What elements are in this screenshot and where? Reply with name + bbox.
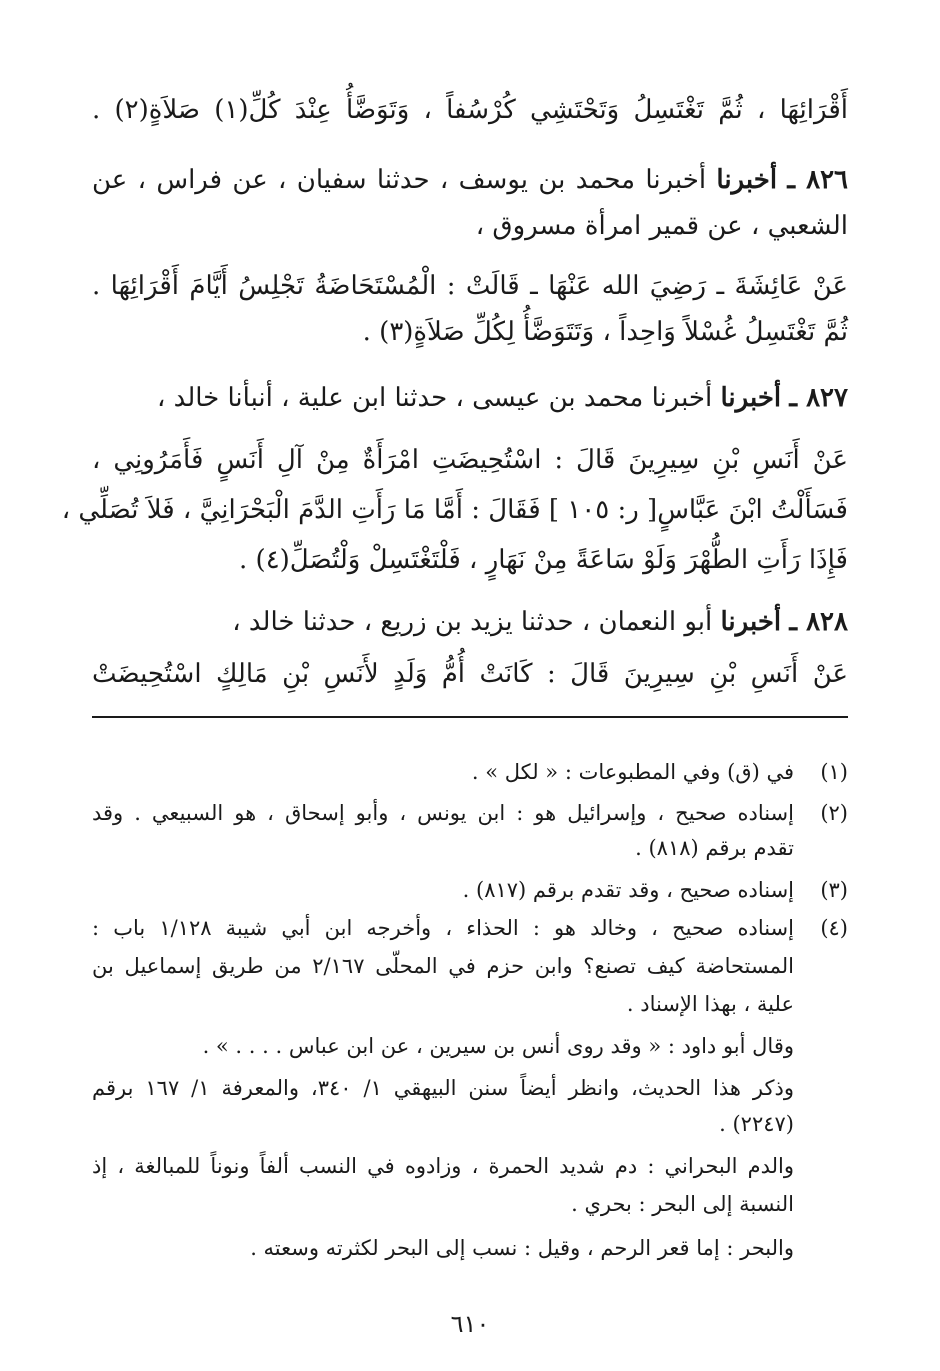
isnad-text: أخبرنا محمد بن يوسف ، حدثنا سفيان ، عن فراس ، عن bbox=[92, 165, 707, 195]
footnote-text: المستحاضة كيف تصنع؟ وابن حزم في المحلّى ٢/١٦٧ من طريق إسماعيل بن bbox=[92, 954, 794, 978]
footnote-text: والدم البحراني : دم شديد الحمرة ، وزادوه في النسب ألفاً ونوناً للمبالغة ، إذ bbox=[92, 1154, 794, 1178]
hadith-text: أَقْرَائِهَا ، ثُمَّ تَغْتَسِلُ وَتَحْتَشِي كُرْسُفاً ، وَتَوَضَّأُ عِنْدَ كُلِّ(١) صَلاَةٍ(٢) . bbox=[92, 95, 849, 125]
hadith-text: فَسَأَلْتُ ابْنَ عَبَّاسٍ[ ر: ١٠٥ ] فَقَالَ : أَمَّا مَا رَأَتِ الدَّمَ الْبَحْرَانِيَّ ، فَلاَ تُصَلِّي ، bbox=[61, 495, 848, 525]
akhbarana-label: أخبرنا bbox=[716, 165, 778, 195]
footnote-4-line-3 bbox=[92, 988, 848, 1021]
footnote-text: إسناده صحيح ، وقد تقدم برقم (٨١٧) . bbox=[462, 878, 794, 902]
hadith-number: ٨٢٨ ـ bbox=[789, 607, 848, 637]
footnote-separator bbox=[92, 716, 848, 718]
footnote-4-line-6 bbox=[92, 1108, 848, 1141]
footnote-text: إسناده صحيح ، وإسرائيل هو : ابن يونس ، وأبو إسحاق ، هو السبيعي . وقد bbox=[92, 801, 794, 825]
footnote-4-line-2 bbox=[92, 950, 848, 983]
footnote-marker: (٢) bbox=[820, 801, 848, 825]
text-line-7 bbox=[92, 440, 848, 480]
footnote-text: في (ق) وفي المطبوعات : « لكل » . bbox=[471, 760, 794, 784]
footnote-4-line-8 bbox=[92, 1188, 848, 1221]
hadith-826-header bbox=[92, 160, 848, 200]
footnote-4-line-4 bbox=[92, 1030, 848, 1063]
footnote-2 bbox=[92, 797, 848, 830]
footnote-2-cont bbox=[92, 832, 848, 865]
text-line-4 bbox=[92, 266, 848, 306]
hadith-number: ٨٢٦ ـ bbox=[787, 165, 849, 195]
hadith-text: فَإِذَا رَأَتِ الطُّهْرَ وَلَوْ سَاعَةً مِنْ نَهَارٍ ، فَلْتَغْتَسِلْ وَلْتُصَلِّ(٤) . bbox=[239, 545, 848, 575]
akhbarana-label: أخبرنا bbox=[720, 607, 782, 637]
hadith-text: عَنْ أَنَسِ بْنِ سِيرِينَ قَالَ : كَانَتْ أُمُّ وَلَدٍ لأَنَسِ بْنِ مَالِكٍ اسْتُحِيضَتْ bbox=[92, 659, 848, 689]
footnote-4 bbox=[92, 912, 848, 945]
footnote-text: إسناده صحيح ، وخالد هو : الحذاء ، وأخرجه ابن أبي شيبة ١/١٢٨ باب : bbox=[92, 916, 794, 940]
isnad-text: أخبرنا محمد بن عيسى ، حدثنا ابن علية ، أنبأنا خالد ، bbox=[157, 383, 713, 413]
text-line-8 bbox=[61, 490, 848, 530]
hadith-827-header bbox=[92, 378, 848, 418]
footnote-4-line-7 bbox=[92, 1150, 848, 1183]
page-number: ٦١٠ bbox=[450, 1310, 490, 1338]
isnad-text: أبو النعمان ، حدثنا يزيد بن زريع ، حدثنا خالد ، bbox=[232, 607, 713, 637]
footnote-text: (٢٢٤٧) . bbox=[719, 1112, 794, 1136]
akhbarana-label: أخبرنا bbox=[720, 383, 782, 413]
footnote-text: وذكر هذا الحديث، وانظر أيضاً سنن البيهقي ١/ ٣٤٠، والمعرفة ١/ ١٦٧ برقم bbox=[92, 1076, 794, 1100]
footnote-text: النسبة إلى البحر : بحري . bbox=[571, 1192, 794, 1216]
hadith-text: عَنْ أَنَسِ بْنِ سِيرِينَ قَالَ : اسْتُحِيضَتِ امْرَأَةٌ مِنْ آلِ أَنَسٍ فَأَمَرُونِي ، bbox=[92, 445, 848, 475]
text-line-5 bbox=[92, 312, 848, 352]
hadith-text: عَنْ عَائِشَةَ ـ رَضِيَ الله عَنْهَا ـ قَالَتْ : الْمُسْتَحَاضَةُ تَجْلِسُ أَيَّامَ أَقْرَائِهَا . bbox=[92, 271, 848, 301]
footnote-marker: (٣) bbox=[820, 878, 848, 902]
footnote-text: وقال أبو داود : « وقد روى أنس بن سيرين ، عن ابن عباس . . . . » . bbox=[202, 1034, 794, 1058]
hadith-828-header bbox=[92, 602, 848, 642]
hadith-text: ثُمَّ تَغْتَسِلُ غُسْلاً وَاحِداً ، وَتَتَوَضَّأُ لِكُلِّ صَلاَةٍ(٣) . bbox=[362, 317, 848, 347]
footnote-4-line-9 bbox=[92, 1232, 848, 1265]
footnote-marker: (١) bbox=[820, 760, 848, 784]
text-line-9 bbox=[92, 540, 848, 580]
text-line-3 bbox=[92, 206, 848, 246]
isnad-text: الشعبي ، عن قمير امرأة مسروق ، bbox=[475, 211, 848, 241]
text-line-1 bbox=[92, 90, 848, 130]
footnote-3 bbox=[92, 874, 848, 907]
hadith-number: ٨٢٧ ـ bbox=[789, 383, 848, 413]
footnote-text: علية ، بهذا الإسناد . bbox=[626, 992, 794, 1016]
footnote-text: والبحر : إما قعر الرحم ، وقيل : نسب إلى البحر لكثرته وسعته . bbox=[250, 1236, 794, 1260]
footnote-1 bbox=[92, 756, 848, 789]
footnote-4-line-5 bbox=[92, 1072, 848, 1105]
footnote-marker: (٤) bbox=[820, 916, 848, 940]
text-line-11 bbox=[92, 654, 848, 694]
footnote-text: تقدم برقم (٨١٨) . bbox=[635, 836, 794, 860]
